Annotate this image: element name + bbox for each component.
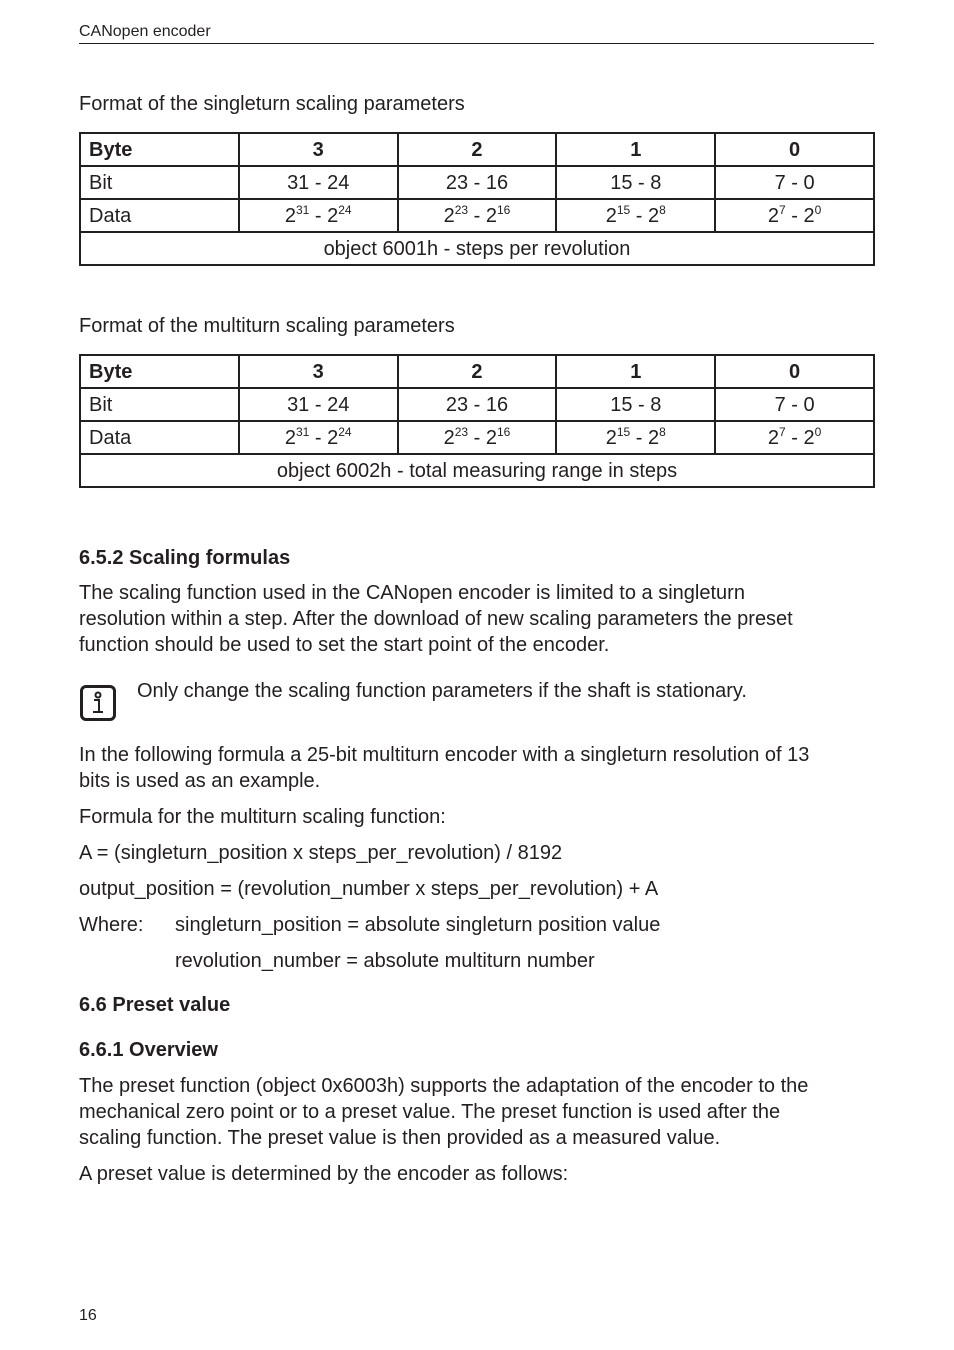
data-range: $2^{23} - 2^{16}$ <box>398 199 557 232</box>
singleturn-table <box>79 132 875 266</box>
bit-range: 15 - 8 <box>556 166 715 199</box>
data-row <box>80 199 874 232</box>
byte-row <box>80 355 874 388</box>
data-range: $2^{31} - 2^{24}$ <box>239 421 398 454</box>
data-range: $2^7 - 2^0$ <box>715 199 874 232</box>
overview-paragraph: The preset function (object 0x6003h) supports the adaptation of the encoder to the mechanical zero point or to a preset value. The preset function is used after the scaling function. The preset value is then provided as a measured value. <box>79 1075 809 1149</box>
data-label: Data <box>80 199 239 232</box>
bit-range: 31 - 24 <box>239 388 398 421</box>
data-range: $2^{23} - 2^{16}$ <box>398 421 557 454</box>
bit-range: 7 - 0 <box>715 388 874 421</box>
page-number: 16 <box>79 1307 97 1324</box>
object-label: object 6001h - steps per revolution <box>80 232 874 265</box>
data-label: Data <box>80 421 239 454</box>
byte-row <box>80 133 874 166</box>
section-heading-6-6-1: 6.6.1 Overview <box>79 1039 218 1061</box>
object-row <box>80 232 874 265</box>
info-icon <box>80 685 116 721</box>
where-item: singleturn_position = absolute singleturn position value <box>175 914 661 936</box>
scaling-paragraph: The scaling function used in the CANopen encoder is limited to a singleturn resolution within a step. After the download of new scaling parameters the preset function should be used to set the start point of the encoder. <box>79 582 793 656</box>
data-range: $2^7 - 2^0$ <box>715 421 874 454</box>
byte-2: 2 <box>398 133 557 166</box>
bit-row <box>80 388 874 421</box>
byte-0: 0 <box>715 355 874 388</box>
example-paragraph: In the following formula a 25-bit multiturn encoder with a singleturn resolution of 13 bits is used as an example. <box>79 744 810 792</box>
formula-output: output_position = (revolution_number x steps_per_revolution) + A <box>79 878 659 900</box>
data-range: $2^{31} - 2^{24}$ <box>239 199 398 232</box>
bit-range: 23 - 16 <box>398 388 557 421</box>
section-heading-6-6: 6.6 Preset value <box>79 994 231 1016</box>
data-range: $2^{15} - 2^8$ <box>556 199 715 232</box>
info-note: Only change the scaling function parameters if the shaft is stationary. <box>137 680 747 702</box>
data-row <box>80 421 874 454</box>
bit-range: 7 - 0 <box>715 166 874 199</box>
multiturn-table <box>79 354 875 488</box>
byte-3: 3 <box>239 133 398 166</box>
bit-range: 23 - 16 <box>398 166 557 199</box>
bit-row <box>80 166 874 199</box>
object-row <box>80 454 874 487</box>
byte-2: 2 <box>398 355 557 388</box>
byte-label: Byte <box>80 133 239 166</box>
where-item: revolution_number = absolute multiturn number <box>175 950 595 972</box>
data-range: $2^{15} - 2^8$ <box>556 421 715 454</box>
running-header: CANopen encoder <box>79 22 874 44</box>
section-heading-6-5-2: 6.5.2 Scaling formulas <box>79 547 291 569</box>
singleturn-caption: Format of the singleturn scaling parameters <box>79 93 465 115</box>
bit-label: Bit <box>80 388 239 421</box>
where-label: Where: <box>79 914 144 936</box>
multiturn-caption: Format of the multiturn scaling parameters <box>79 315 455 337</box>
closing-sentence: A preset value is determined by the encoder as follows: <box>79 1163 569 1185</box>
bit-range: 31 - 24 <box>239 166 398 199</box>
bit-range: 15 - 8 <box>556 388 715 421</box>
byte-3: 3 <box>239 355 398 388</box>
byte-0: 0 <box>715 133 874 166</box>
bit-label: Bit <box>80 166 239 199</box>
formula-intro: Formula for the multiturn scaling function: <box>79 806 446 828</box>
object-label: object 6002h - total measuring range in steps <box>80 454 874 487</box>
formula-a: A = (singleturn_position x steps_per_revolution) / 8192 <box>79 842 563 864</box>
byte-1: 1 <box>556 133 715 166</box>
byte-label: Byte <box>80 355 239 388</box>
byte-1: 1 <box>556 355 715 388</box>
